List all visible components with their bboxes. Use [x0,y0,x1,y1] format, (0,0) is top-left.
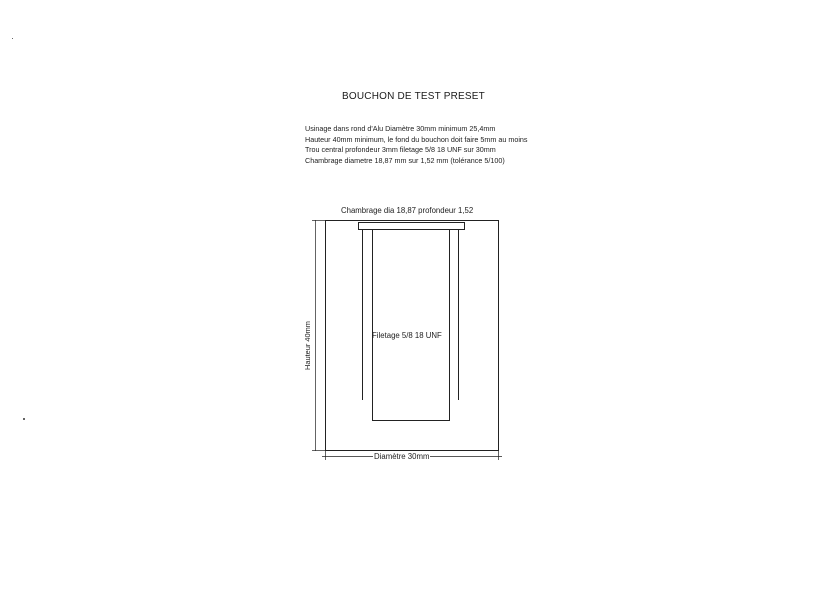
spec-line-height: Hauteur 40mm minimum, le fond du bouchon doit faire 5mm au moins [305,134,528,144]
height-label: Hauteur 40mm [302,321,312,370]
spec-line-chamber: Chambrage diametre 18,87 mm sur 1,52 mm (tolérance 5/100) [305,155,505,165]
chamber-label: Chambrage dia 18,87 profondeur 1,52 [341,206,474,215]
scan-speck [23,418,25,420]
chamber-recess [359,223,465,230]
thread-label: Filetage 5/8 18 UNF [372,331,442,340]
spec-line-machining: Usinage dans rond d'Alu Diamètre 30mm minimum 25,4mm [305,124,496,133]
central-hole [373,230,450,421]
scan-speck [12,38,13,39]
diameter-label: Diamètre 30mm [374,452,430,461]
page-title: BOUCHON DE TEST PRESET [342,91,485,102]
spec-line-central-hole: Trou central profondeur 3mm filetage 5/8 18 UNF sur 30mm [305,145,496,155]
